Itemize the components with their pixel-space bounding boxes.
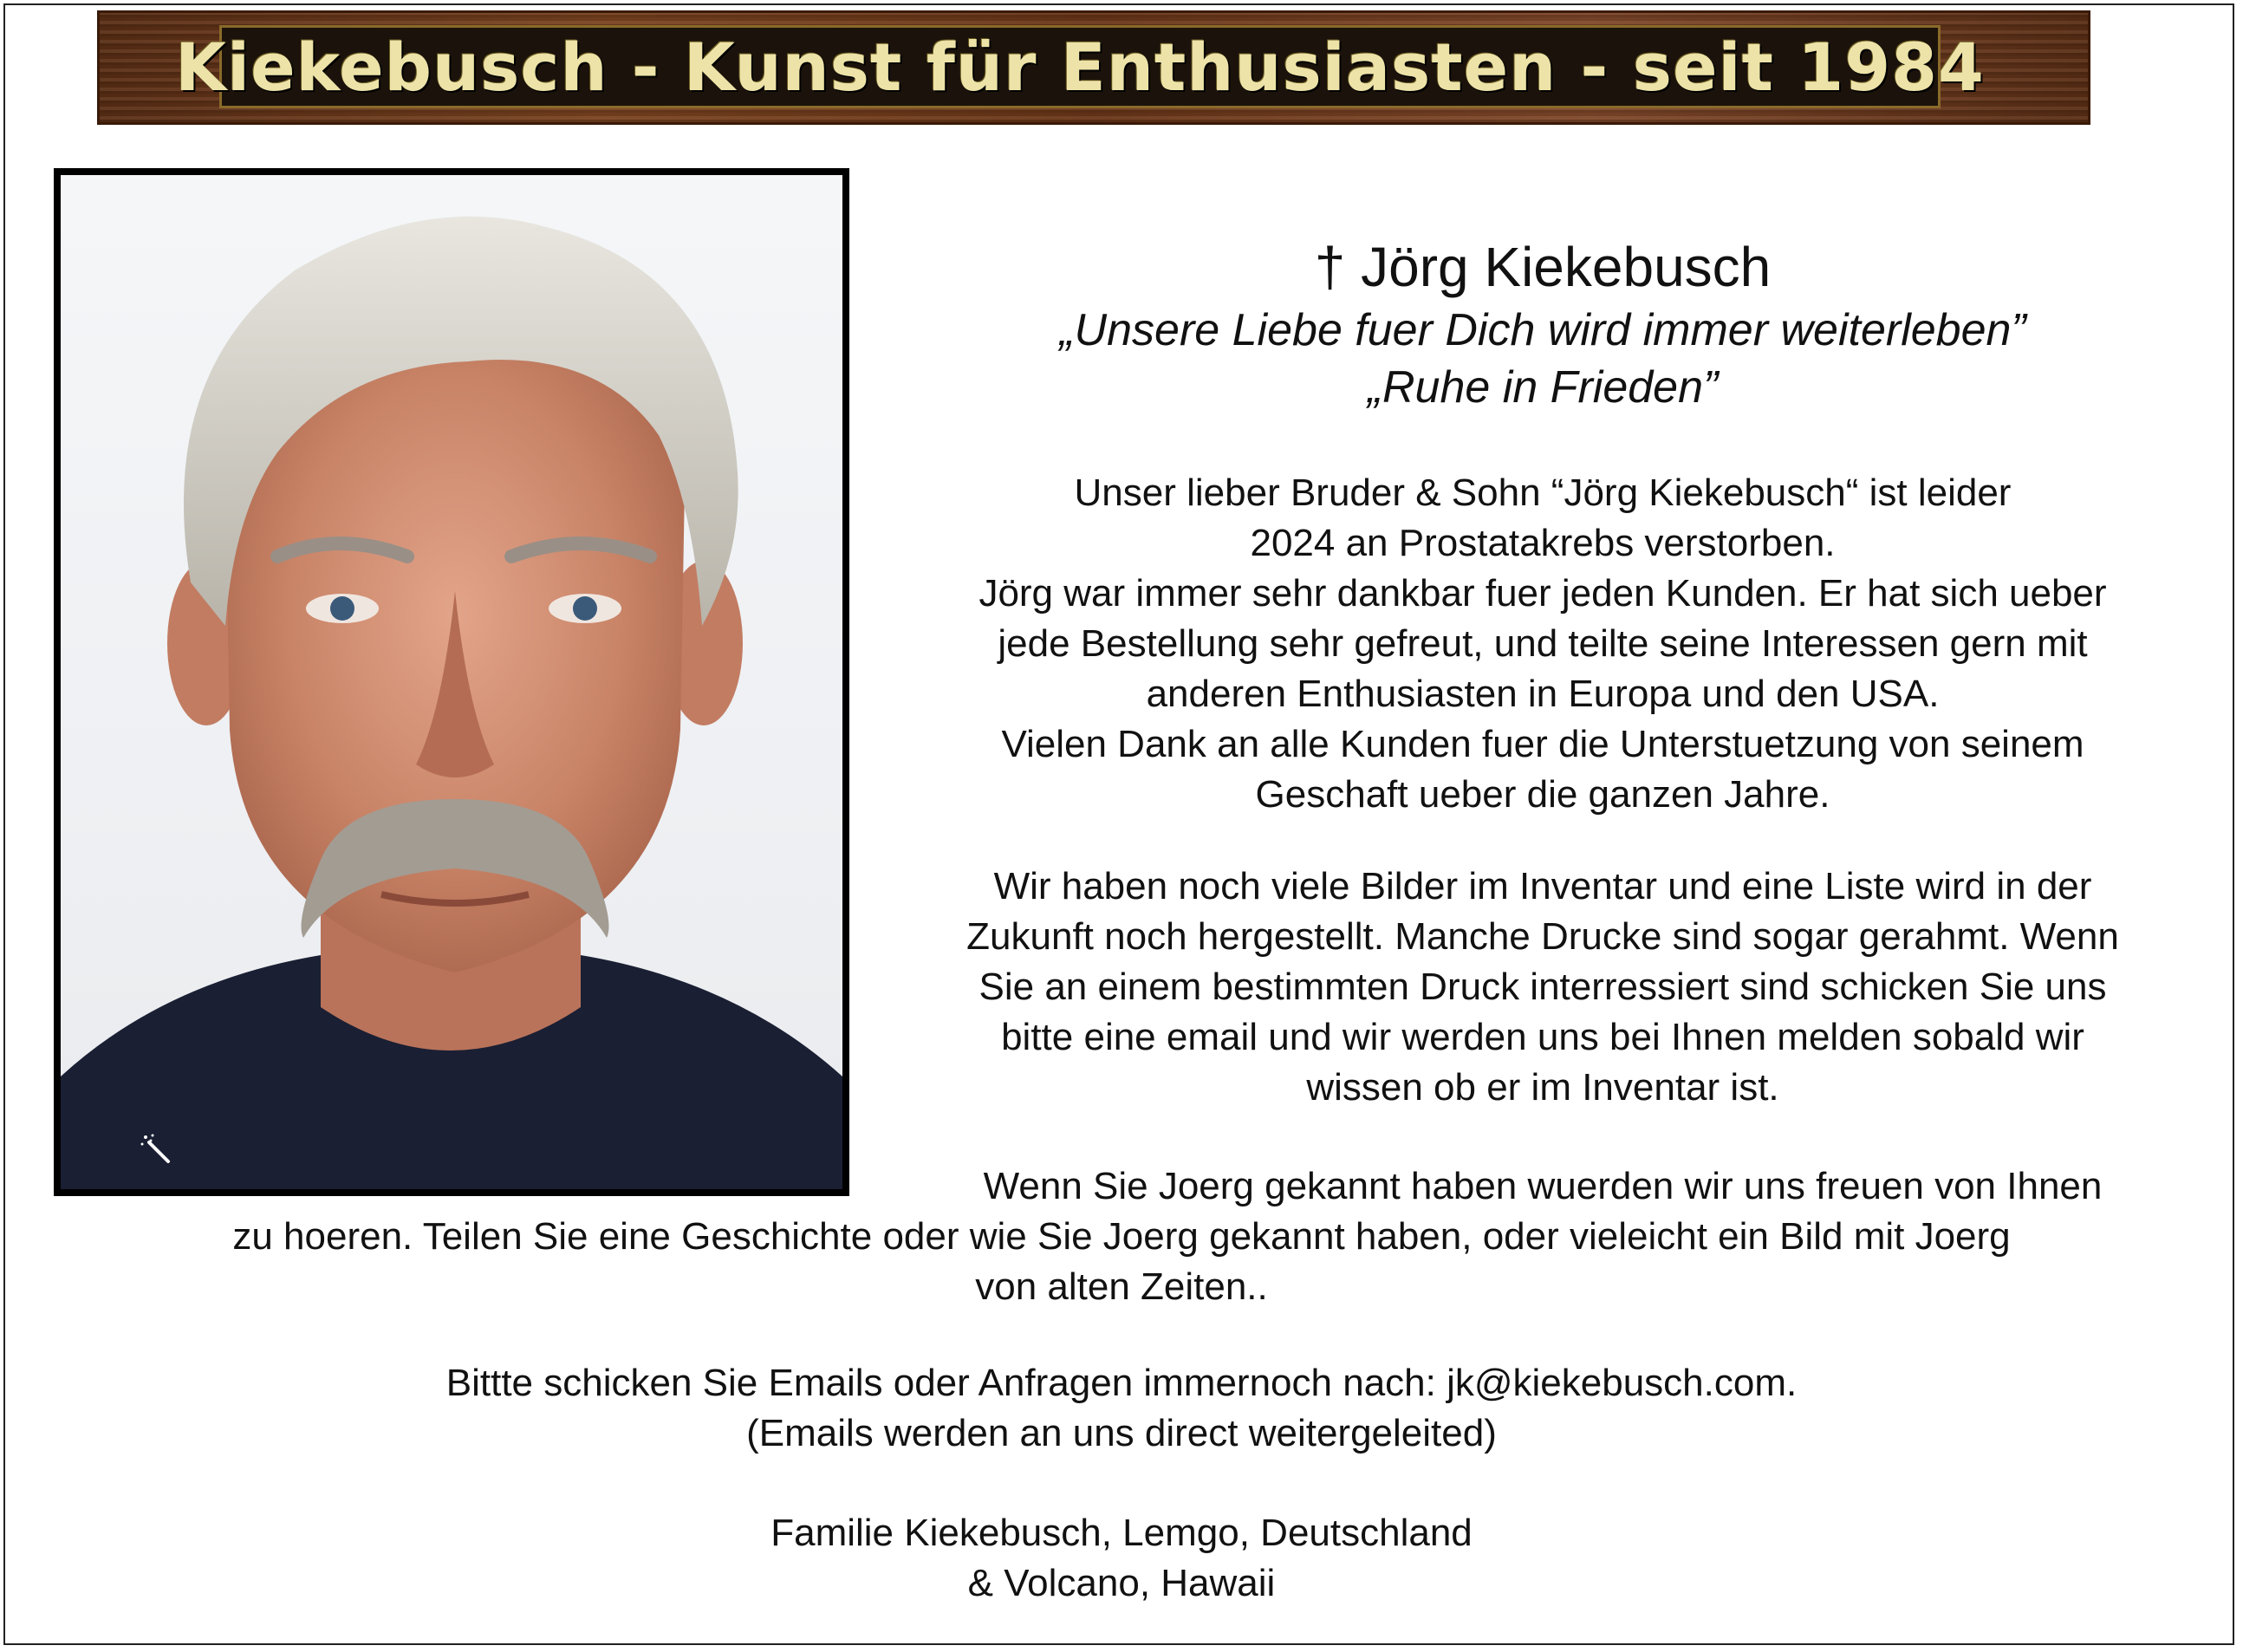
- text-line: Wenn Sie Joerg gekannt haben wuerden wir uns freuen von Ihnen: [983, 1165, 2103, 1207]
- text-line: zu hoeren. Teilen Sie eine Geschichte oder wie Sie Joerg gekannt haben, oder vieleicht ein Bild mit Joerg: [232, 1215, 2011, 1258]
- left-iris: [330, 596, 354, 621]
- quote-rest-in-peace: „Ruhe in Frieden”: [1367, 362, 1719, 413]
- paragraph-stories: [0, 1161, 2243, 1312]
- text-line: Sie an einem bestimmten Druck interressiert sind schicken Sie uns: [978, 966, 2107, 1008]
- portrait-illustration: [61, 175, 842, 1189]
- text-line: Wir haben noch viele Bilder im Inventar und eine Liste wird in der: [993, 865, 2092, 907]
- signature-section: [0, 1508, 2243, 1609]
- text-line: wissen ob er im Inventar ist.: [1306, 1066, 1779, 1109]
- right-iris: [573, 596, 597, 621]
- banner-title: Kiekebusch - Kunst für Enthusiasten - seit 1984: [175, 28, 1985, 106]
- quote-love: „Unsere Liebe fuer Dich wird immer weiterleben”: [1059, 305, 2026, 355]
- text-line: anderen Enthusiasten in Europa und den USA.: [1146, 673, 1940, 715]
- obituary-text-column: [867, 232, 2219, 1113]
- contact-section: [0, 1358, 2243, 1459]
- obituary-name: † Jörg Kiekebusch: [1314, 236, 1772, 298]
- contact-note: (Emails werden an uns direct weitergeleited): [746, 1412, 1497, 1454]
- portrait-image-area: [61, 175, 842, 1189]
- signature-line: Familie Kiekebusch, Lemgo, Deutschland: [770, 1512, 1473, 1554]
- text-line: Unser lieber Bruder & Sohn “Jörg Kiekebusch“ ist leider: [1074, 472, 2012, 514]
- portrait-photo: [54, 168, 849, 1196]
- banner-plate: [175, 25, 1985, 108]
- contact-email-line: Bittte schicken Sie Emails oder Anfragen immernoch nach: jk@kiekebusch.com.: [445, 1362, 1798, 1404]
- text-line: jede Bestellung sehr gefreut, und teilte seine Interessen gern mit: [998, 622, 2088, 665]
- paragraph-inventory: [867, 862, 2219, 1113]
- text-line: Jörg war immer sehr dankbar fuer jeden Kunden. Er hat sich ueber: [978, 572, 2107, 615]
- signature-line: & Volcano, Hawaii: [967, 1562, 1276, 1604]
- text-line: von alten Zeiten..: [975, 1265, 1268, 1308]
- text-line: Vielen Dank an alle Kunden fuer die Unterstuetzung von seinem: [1001, 723, 2084, 765]
- paragraph-announcement: [867, 468, 2219, 820]
- text-line: 2024 an Prostatakrebs verstorben.: [1250, 522, 1836, 564]
- text-line: Zukunft noch hergestellt. Manche Drucke sind sogar gerahmt. Wenn: [966, 915, 2119, 958]
- text-line: bitte eine email und wir werden uns bei Ihnen melden sobald wir: [1001, 1016, 2084, 1058]
- header-banner: [97, 10, 2090, 125]
- text-line: Geschaft ueber die ganzen Jahre.: [1255, 773, 1830, 816]
